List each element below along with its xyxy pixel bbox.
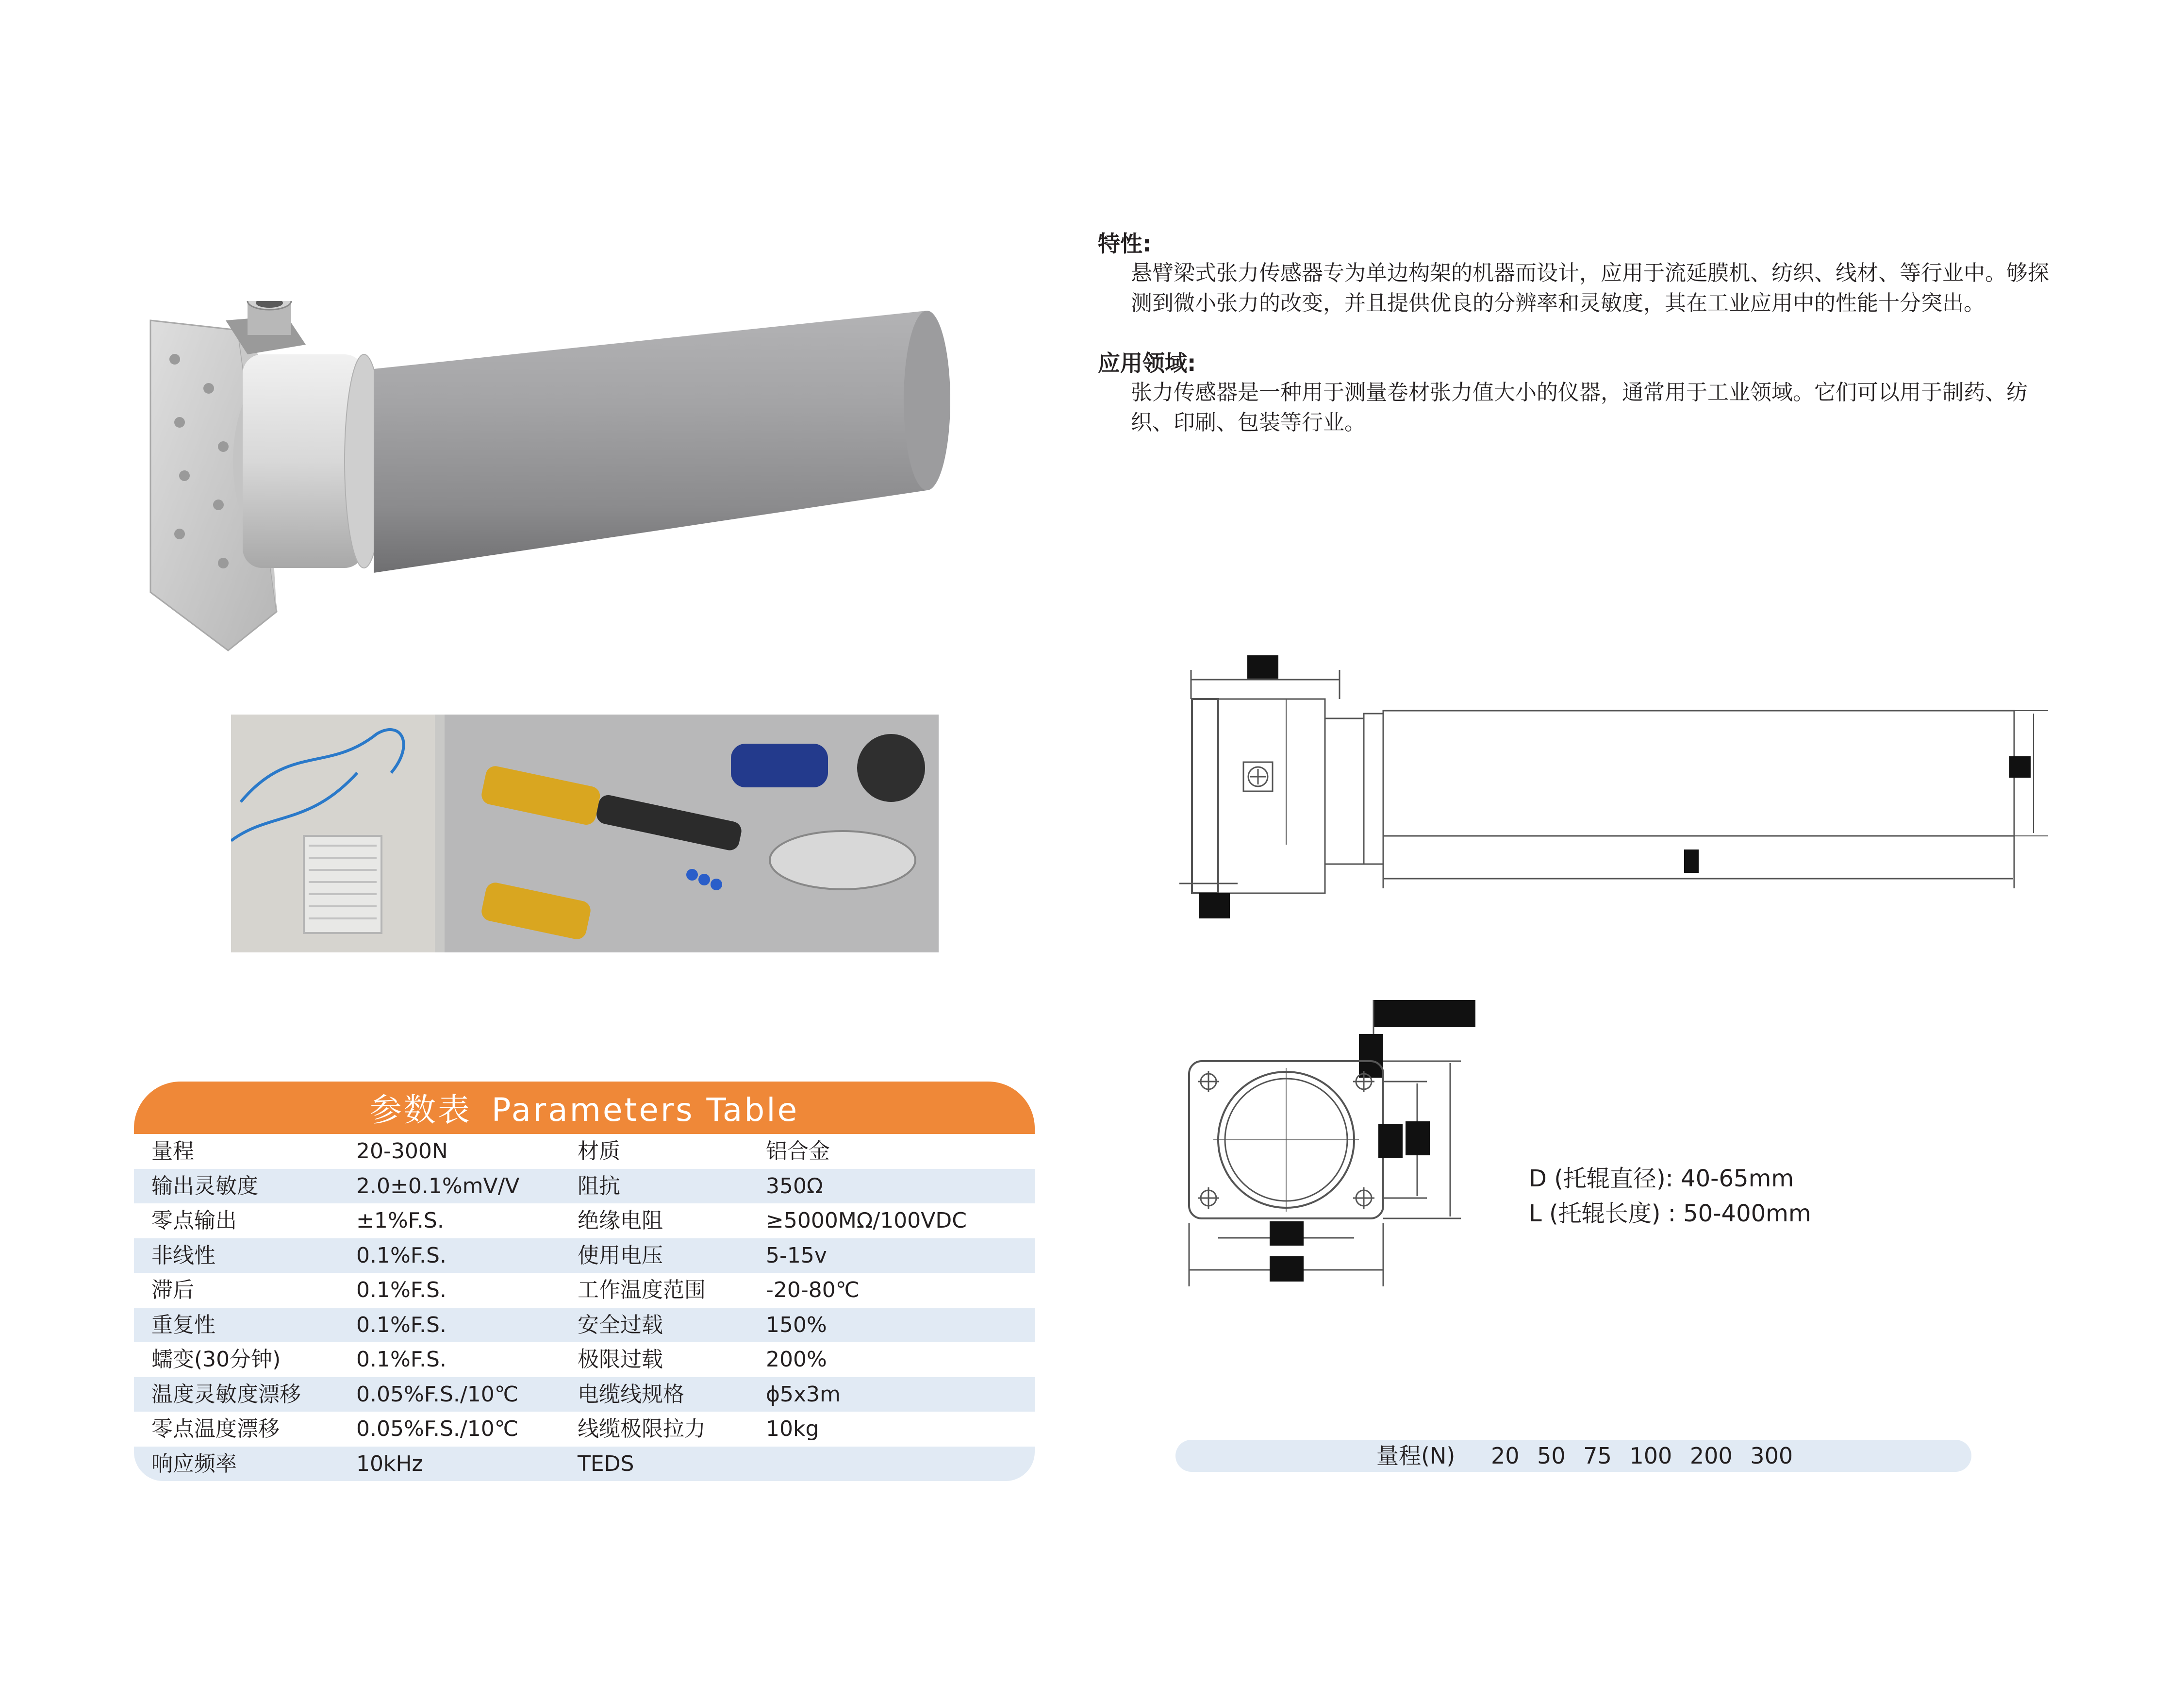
param-value: 10kHz [356, 1451, 423, 1476]
application-title: 应用领域: [1098, 350, 1196, 376]
param-value: 20-300N [356, 1139, 448, 1164]
param-name: TEDS [578, 1451, 634, 1476]
dimension-label-redacted [1247, 655, 1278, 679]
param-name: 绝缘电阻 [578, 1208, 663, 1233]
param-name: 温度灵敏度漂移 [151, 1382, 301, 1407]
table-row [134, 1134, 1035, 1169]
side-view-drawing [1136, 650, 2048, 922]
parameters-table-header [134, 1082, 1035, 1134]
param-value: -20-80℃ [766, 1278, 860, 1302]
table-row [134, 1342, 1035, 1377]
range-bar [1175, 1440, 1971, 1472]
param-name: 使用电压 [578, 1243, 663, 1268]
param-name: 零点温度漂移 [151, 1416, 280, 1441]
roller-length-spec: L (托辊长度) : 50-400mm [1529, 1200, 1811, 1227]
param-name: 滞后 [151, 1278, 194, 1302]
table-row [134, 1377, 1035, 1412]
param-value: 200% [766, 1347, 827, 1372]
param-value: ≥5000MΩ/100VDC [766, 1208, 967, 1233]
parameters-table-body [134, 1134, 1035, 1481]
param-value: 150% [766, 1312, 827, 1337]
param-name: 工作温度范围 [578, 1278, 706, 1302]
param-value: 0.1%F.S. [356, 1347, 447, 1372]
parameters-table [134, 1082, 1035, 1481]
param-name: 响应频率 [151, 1451, 237, 1476]
table-row [134, 1273, 1035, 1308]
product-photo [146, 301, 980, 670]
param-name: 输出灵敏度 [151, 1173, 258, 1199]
range-values: 20 50 75 100 200 300 [1491, 1443, 1793, 1469]
table-row [134, 1203, 1035, 1238]
param-value: ϕ5x3m [766, 1382, 841, 1407]
param-name: 电缆线规格 [578, 1382, 684, 1407]
table-row [134, 1238, 1035, 1273]
features-title: 特性: [1098, 231, 1152, 257]
param-name: 零点输出 [151, 1208, 237, 1233]
table-row [134, 1308, 1035, 1343]
roller-tube [374, 311, 927, 573]
application-photo [231, 715, 939, 952]
param-value: 0.1%F.S. [356, 1312, 447, 1337]
param-name: 安全过载 [578, 1312, 663, 1337]
table-row [134, 1447, 1035, 1482]
table-row [134, 1169, 1035, 1204]
roller-diameter-spec: D (托辊直径): 40-65mm [1529, 1165, 1794, 1192]
param-value: 铝合金 [766, 1139, 830, 1164]
param-value: 0.05%F.S./10℃ [356, 1416, 519, 1441]
parameters-title-cn: 参数表 [369, 1091, 472, 1129]
param-value: 0.05%F.S./10℃ [356, 1382, 519, 1407]
param-name: 重复性 [151, 1312, 215, 1337]
table-row [134, 1412, 1035, 1447]
param-value: ±1%F.S. [356, 1208, 444, 1233]
param-value: 0.1%F.S. [356, 1278, 447, 1302]
range-label: 量程(N) [1376, 1443, 1456, 1469]
application-body: 张力传感器是一种用于测量卷材张力值大小的仪器，通常用于工业领域。它们可以用于制药、纺织、印刷、包装等行业。 [1131, 380, 2028, 435]
param-value: 10kg [766, 1416, 819, 1441]
param-name: 线缆极限拉力 [578, 1416, 706, 1441]
param-value: 5-15v [766, 1243, 827, 1268]
features-body: 悬臂梁式张力传感器专为单边构架的机器而设计，应用于流延膜机、纺织、线材、等行业中。够探测到微小张力的改变，并且提供优良的分辨率和灵敏度，其在工业应用中的性能十分突出。 [1131, 261, 2049, 316]
parameters-title-en: Parameters Table [491, 1091, 799, 1129]
param-name: 量程 [151, 1139, 194, 1164]
param-name: 极限过载 [578, 1347, 663, 1372]
end-view-drawing [1184, 1000, 1495, 1311]
param-name: 蠕变(30分钟) [151, 1347, 281, 1372]
param-value: 0.1%F.S. [356, 1243, 447, 1268]
param-value: 350Ω [766, 1173, 823, 1199]
param-value: 2.0±0.1%mV/V [356, 1173, 520, 1199]
param-name: 非线性 [151, 1243, 215, 1268]
param-name: 阻抗 [578, 1173, 620, 1199]
param-name: 材质 [578, 1139, 620, 1164]
